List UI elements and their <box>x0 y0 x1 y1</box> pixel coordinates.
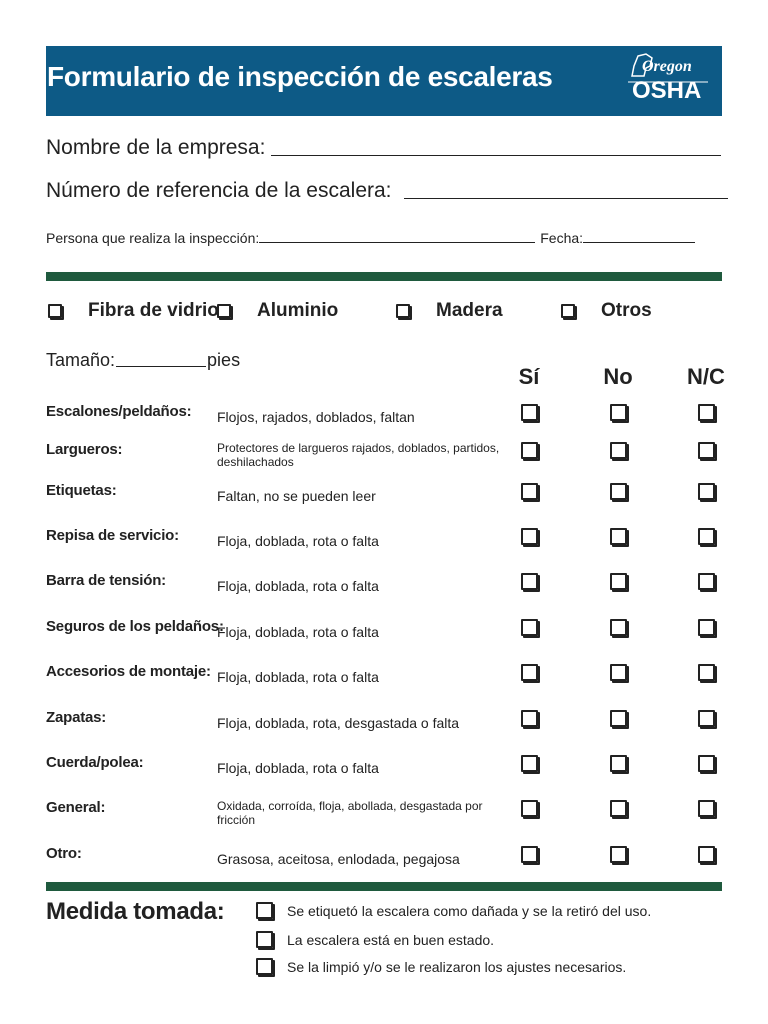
row-label: General: <box>46 799 106 816</box>
page-title: Formulario de inspección de escaleras <box>47 61 553 92</box>
checkbox-no[interactable] <box>610 755 627 772</box>
row-label: Seguros de los peldaños: <box>46 618 224 635</box>
checkbox-yes[interactable] <box>521 755 538 772</box>
size-label: Tamaño: <box>46 350 116 370</box>
checkbox-yes[interactable] <box>521 573 538 590</box>
checkbox[interactable] <box>256 958 273 975</box>
checkbox-yes[interactable] <box>521 483 538 500</box>
inspector-field[interactable] <box>46 230 695 246</box>
material-option-wood[interactable] <box>396 300 503 322</box>
row-description: Floja, doblada, rota o falta <box>217 624 379 640</box>
row-label: Barra de tensión: <box>46 572 166 589</box>
checkbox-no[interactable] <box>610 710 627 727</box>
checkbox-na[interactable] <box>698 664 715 681</box>
checkbox-no[interactable] <box>610 800 627 817</box>
row-label: Escalones/peldaños: <box>46 403 192 420</box>
checkbox[interactable] <box>48 304 62 318</box>
ladder-reference-field[interactable] <box>46 179 728 203</box>
company-name-line[interactable] <box>271 155 721 156</box>
checkbox-no[interactable] <box>610 442 627 459</box>
divider <box>46 882 722 891</box>
action-option-label: La escalera está en buen estado. <box>287 931 495 948</box>
row-description: Protectores de largueros rajados, doblados, partidos, deshilachados <box>217 441 500 469</box>
row-label: Accesorios de montaje: <box>46 663 211 680</box>
row-label: Etiquetas: <box>46 482 117 499</box>
inspector-label: Persona que realiza la inspección: <box>46 230 260 246</box>
checkbox-na[interactable] <box>698 528 715 545</box>
row-description: Flojos, rajados, doblados, faltan <box>217 409 415 425</box>
ladder-reference-label: Número de referencia de la escalera: <box>46 179 392 202</box>
checkbox[interactable] <box>561 304 575 318</box>
checkbox-na[interactable] <box>698 755 715 772</box>
row-description: Floja, doblada, rota o falta <box>217 578 379 594</box>
checkbox-no[interactable] <box>610 404 627 421</box>
row-description: Floja, doblada, rota o falta <box>217 760 379 776</box>
checkbox-yes[interactable] <box>521 846 538 863</box>
checkbox-na[interactable] <box>698 573 715 590</box>
row-label: Repisa de servicio: <box>46 527 179 544</box>
material-option-aluminum[interactable] <box>217 300 338 322</box>
ladder-reference-line[interactable] <box>404 198 728 199</box>
checkbox-yes[interactable] <box>521 664 538 681</box>
row-description: Grasosa, aceitosa, enlodada, pegajosa <box>217 851 460 867</box>
logo-osha-text: OSHA <box>632 77 702 104</box>
material-option-other[interactable] <box>561 300 652 322</box>
action-option-cleaned[interactable] <box>256 958 626 975</box>
checkbox-yes[interactable] <box>521 404 538 421</box>
action-title: Medida tomada: <box>46 898 225 925</box>
checkbox-na[interactable] <box>698 483 715 500</box>
row-description: Floja, doblada, rota, desgastada o falta <box>217 715 460 731</box>
divider <box>46 272 722 281</box>
row-description: Floja, doblada, rota o falta <box>217 533 379 549</box>
row-description: Faltan, no se pueden leer <box>217 488 376 504</box>
checkbox[interactable] <box>396 304 410 318</box>
checkbox-yes[interactable] <box>521 800 538 817</box>
row-label: Largueros: <box>46 441 123 458</box>
checkbox-no[interactable] <box>610 664 627 681</box>
action-option-good[interactable] <box>256 931 494 948</box>
checkbox-no[interactable] <box>610 483 627 500</box>
checkbox[interactable] <box>256 902 273 919</box>
checkbox-na[interactable] <box>698 710 715 727</box>
action-option-tagged[interactable] <box>256 902 651 919</box>
logo-oregon-text: Oregon <box>642 58 692 75</box>
company-name-field[interactable] <box>46 136 721 160</box>
checkbox-na[interactable] <box>698 800 715 817</box>
row-description: Floja, doblada, rota o falta <box>217 669 379 685</box>
row-label: Cuerda/polea: <box>46 754 144 771</box>
checkbox-no[interactable] <box>610 528 627 545</box>
checkbox[interactable] <box>217 304 231 318</box>
inspector-line[interactable] <box>259 242 535 243</box>
date-line[interactable] <box>583 242 695 243</box>
material-label: Madera <box>436 300 503 321</box>
checkbox-no[interactable] <box>610 573 627 590</box>
action-option-label: Se la limpió y/o se le realizaron los ajustes necesarios. <box>287 958 627 975</box>
checkbox-na[interactable] <box>698 404 715 421</box>
checkbox-na[interactable] <box>698 442 715 459</box>
company-name-label: Nombre de la empresa: <box>46 136 266 159</box>
material-label: Otros <box>601 300 652 321</box>
row-description: Oxidada, corroída, floja, abollada, desgastada por fricción <box>217 799 483 827</box>
material-label: Aluminio <box>257 300 339 321</box>
row-label: Zapatas: <box>46 709 107 726</box>
oregon-osha-logo <box>624 52 710 110</box>
checkbox-na[interactable] <box>698 619 715 636</box>
date-label: Fecha: <box>540 230 584 246</box>
checkbox-yes[interactable] <box>521 528 538 545</box>
checkbox-na[interactable] <box>698 846 715 863</box>
action-option-label: Se etiquetó la escalera como dañada y se la retiró del uso. <box>287 902 652 919</box>
size-field[interactable] <box>46 350 240 371</box>
checkbox-no[interactable] <box>610 619 627 636</box>
size-unit: pies <box>207 350 241 370</box>
checkbox-yes[interactable] <box>521 442 538 459</box>
column-na: N/C <box>687 364 725 389</box>
checkbox-no[interactable] <box>610 846 627 863</box>
checkbox-yes[interactable] <box>521 710 538 727</box>
material-option-fiberglass[interactable] <box>48 300 219 322</box>
column-yes: Sí <box>518 364 540 389</box>
column-no: No <box>603 364 633 389</box>
checkbox-yes[interactable] <box>521 619 538 636</box>
row-label: Otro: <box>46 845 82 862</box>
header-banner <box>46 46 722 116</box>
size-line[interactable] <box>116 366 206 367</box>
checkbox[interactable] <box>256 931 273 948</box>
material-label: Fibra de vidrio <box>88 300 219 321</box>
